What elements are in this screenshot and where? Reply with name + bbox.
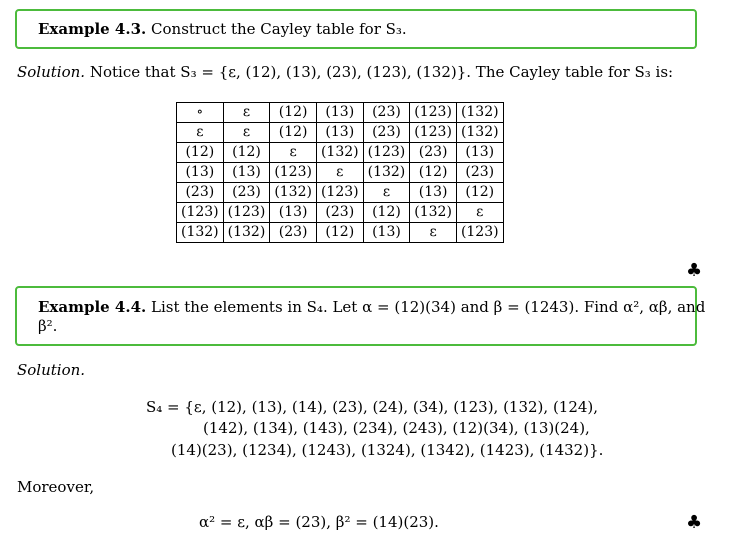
cayley-cell: ε bbox=[223, 123, 270, 143]
cayley-cell: (12) bbox=[456, 183, 503, 203]
cayley-cell: (13) bbox=[270, 203, 317, 223]
cayley-cell: (13) bbox=[363, 223, 410, 243]
cayley-cell: (123) bbox=[410, 123, 457, 143]
cayley-cell: (23) bbox=[456, 163, 503, 183]
cayley-row bbox=[177, 123, 504, 143]
result-line: α² = ε, αβ = (23), β² = (14)(23). bbox=[199, 513, 439, 531]
cayley-row bbox=[177, 203, 504, 223]
cayley-cell: (13) bbox=[223, 163, 270, 183]
cayley-cell: (13) bbox=[316, 123, 363, 143]
cayley-cell: (132) bbox=[316, 143, 363, 163]
solution-4-3-label: Solution. bbox=[17, 63, 86, 81]
solution-4-3 bbox=[17, 63, 673, 82]
cayley-cell: ε bbox=[363, 183, 410, 203]
cayley-header-cell: ε bbox=[223, 103, 270, 123]
cayley-header-row bbox=[177, 103, 504, 123]
cayley-row bbox=[177, 163, 504, 183]
cayley-header-cell: ∘ bbox=[177, 103, 224, 123]
cayley-header-cell: (12) bbox=[270, 103, 317, 123]
s4-elements-line-3: (14)(23), (1234), (1243), (1324), (1342), (1423), (1432)}. bbox=[171, 441, 604, 459]
example-4-3-box bbox=[15, 9, 697, 49]
s4-elements-line-2: (142), (134), (143), (234), (243), (12)(34), (13)(24), bbox=[203, 419, 590, 437]
cayley-cell: ε bbox=[316, 163, 363, 183]
cayley-cell: (12) bbox=[316, 223, 363, 243]
cayley-row bbox=[177, 183, 504, 203]
cayley-cell: (13) bbox=[410, 183, 457, 203]
example-4-4-line1: List the elements in S₄. Let α = (12)(34) and β = (1243). Find α², αβ, and bbox=[151, 298, 706, 316]
cayley-header-cell: (132) bbox=[177, 223, 224, 243]
cayley-cell: ε bbox=[270, 143, 317, 163]
cayley-table bbox=[176, 102, 504, 243]
cayley-cell: (132) bbox=[456, 123, 503, 143]
cayley-cell: (23) bbox=[363, 123, 410, 143]
cayley-header-cell: (23) bbox=[177, 183, 224, 203]
cayley-cell: (23) bbox=[223, 183, 270, 203]
cayley-cell: (12) bbox=[363, 203, 410, 223]
cayley-header-cell: (132) bbox=[456, 103, 503, 123]
cayley-cell: (123) bbox=[223, 203, 270, 223]
solution-4-3-text: Notice that S₃ = {ε, (12), (13), (23), (123), (132)}. The Cayley table for S₃ is: bbox=[89, 63, 674, 81]
cayley-cell: (13) bbox=[456, 143, 503, 163]
cayley-cell: ε bbox=[410, 223, 457, 243]
cayley-row bbox=[177, 143, 504, 163]
cayley-header-cell: (13) bbox=[177, 163, 224, 183]
cayley-header-cell: (123) bbox=[177, 203, 224, 223]
cayley-header-cell: (123) bbox=[410, 103, 457, 123]
cayley-header-cell: (13) bbox=[316, 103, 363, 123]
example-4-4-line2: β². bbox=[38, 317, 58, 335]
cayley-cell: ε bbox=[456, 203, 503, 223]
cayley-cell: (23) bbox=[410, 143, 457, 163]
cayley-cell: (12) bbox=[410, 163, 457, 183]
cayley-header-cell: (12) bbox=[177, 143, 224, 163]
s4-elements-line-1: S₄ = {ε, (12), (13), (14), (23), (24), (34), (123), (132), (124), bbox=[146, 398, 599, 416]
cayley-cell: (132) bbox=[223, 223, 270, 243]
moreover-text: Moreover, bbox=[17, 478, 95, 496]
cayley-cell: (123) bbox=[456, 223, 503, 243]
example-4-4-box bbox=[15, 286, 706, 346]
cayley-cell: (132) bbox=[270, 183, 317, 203]
cayley-cell: (132) bbox=[410, 203, 457, 223]
example-4-4-label: Example 4.4. bbox=[38, 298, 147, 316]
cayley-cell: (12) bbox=[270, 123, 317, 143]
example-4-3-statement bbox=[38, 20, 677, 39]
end-of-solution-club-icon: ♣ bbox=[686, 512, 703, 533]
cayley-cell: (12) bbox=[223, 143, 270, 163]
cayley-cell: (123) bbox=[363, 143, 410, 163]
cayley-row bbox=[177, 223, 504, 243]
example-4-3-label: Example 4.3. bbox=[38, 20, 147, 38]
cayley-header-cell: ε bbox=[177, 123, 224, 143]
cayley-cell: (123) bbox=[316, 183, 363, 203]
solution-4-4-label: Solution. bbox=[17, 361, 86, 379]
example-4-4-statement bbox=[38, 298, 706, 336]
cayley-cell: (23) bbox=[316, 203, 363, 223]
cayley-header-cell: (23) bbox=[363, 103, 410, 123]
end-of-example-club-icon: ♣ bbox=[686, 260, 703, 281]
cayley-cell: (123) bbox=[270, 163, 317, 183]
cayley-cell: (132) bbox=[363, 163, 410, 183]
example-4-3-text: Construct the Cayley table for S₃. bbox=[151, 20, 407, 38]
cayley-cell: (23) bbox=[270, 223, 317, 243]
